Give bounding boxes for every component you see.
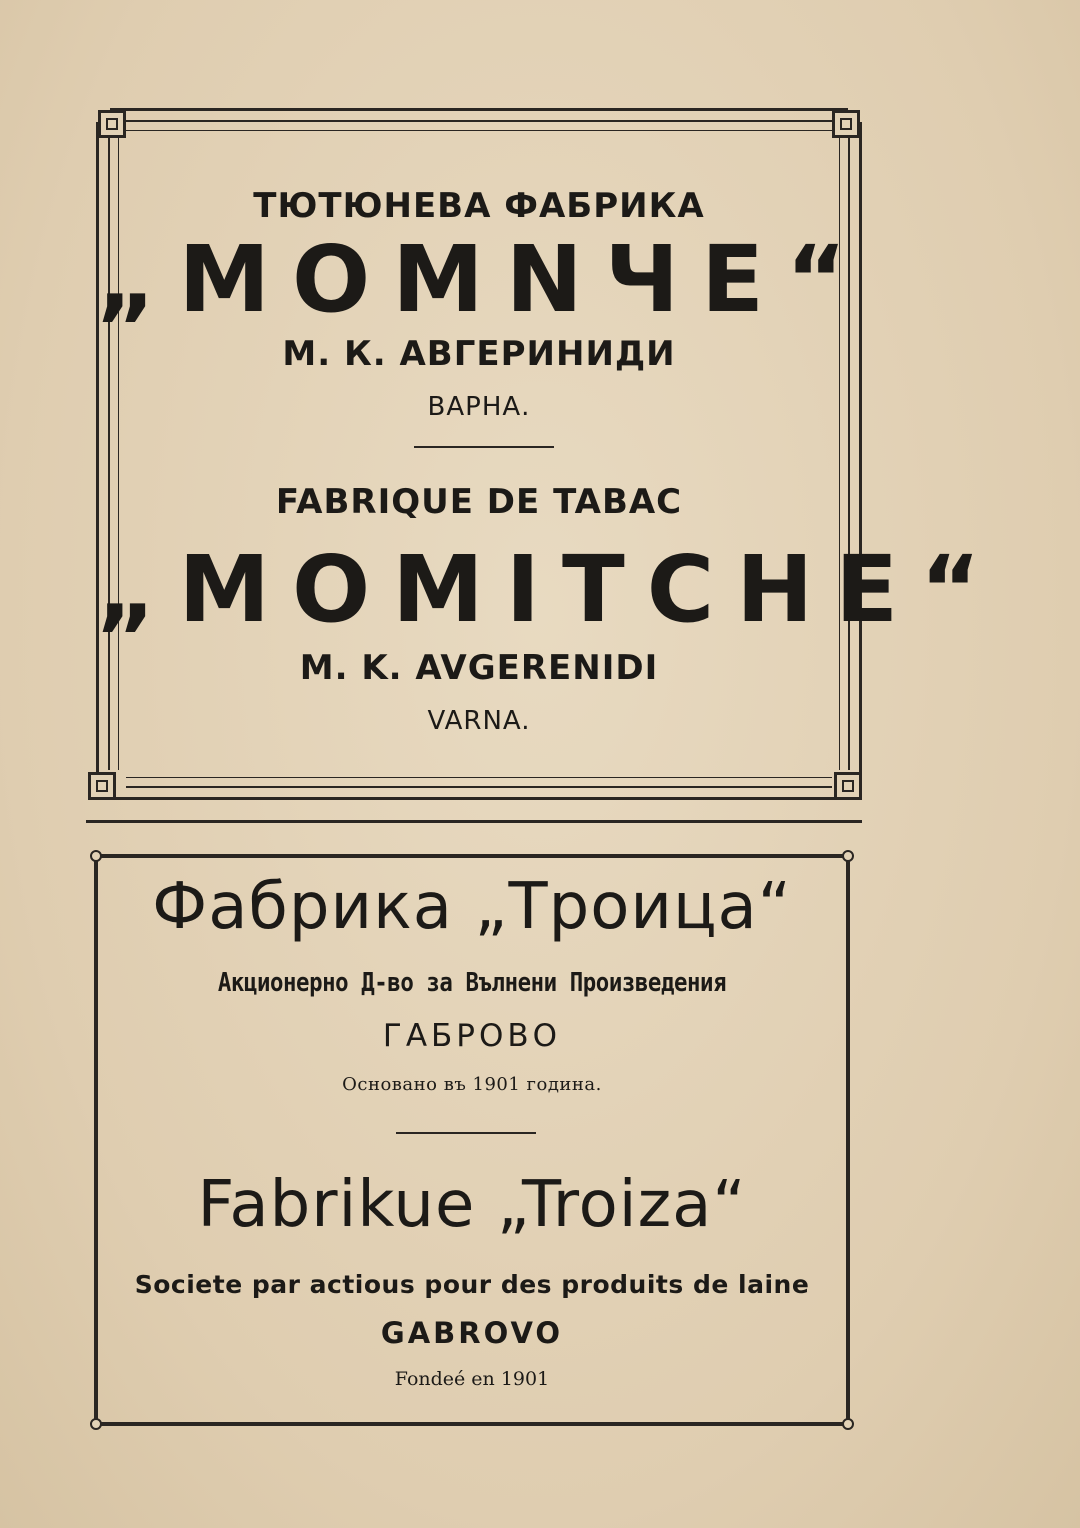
corner-ornament <box>834 772 862 800</box>
fr-owner: M. K. AVGERENIDI <box>299 648 659 688</box>
corner-rivet <box>842 850 854 862</box>
ad-troiza-frame <box>90 850 854 1430</box>
corner-rivet <box>90 1418 102 1430</box>
fr-city: VARNA. <box>427 706 531 736</box>
corner-ornament <box>832 110 860 138</box>
divider <box>414 446 554 448</box>
corner-ornament <box>98 110 126 138</box>
bg-founded: Основано въ 1901 година. <box>342 1074 602 1095</box>
fr-brand: „MOMITCHE“ <box>96 536 1003 643</box>
bg-brand: „МОМNЧЕ“ <box>96 226 869 333</box>
separator-rule <box>86 820 862 823</box>
fr-title: Fabrikue „Troiza“ <box>197 1168 747 1242</box>
bg-city: ГАБРОВО <box>382 1018 562 1054</box>
bg-company: Акционерно Д-во за Вълнени Произведения <box>217 968 727 998</box>
divider <box>396 1132 536 1134</box>
corner-rivet <box>90 850 102 862</box>
fr-heading: FABRIQUE DE TABAC <box>275 482 683 522</box>
bg-owner: М. К. АВГЕРИНИДИ <box>282 334 676 374</box>
corner-rivet <box>842 1418 854 1430</box>
ad-momiche-frame <box>96 108 1003 800</box>
bg-title: Фабрика „Троица“ <box>152 870 792 944</box>
bg-city: ВАРНА. <box>427 392 531 422</box>
bg-heading: ТЮТЮНЕВА ФАБРИКА <box>253 186 705 226</box>
fr-founded: Fondeé en 1901 <box>394 1368 550 1390</box>
fr-company: Societe par actious pour des produits de laine <box>134 1270 810 1299</box>
corner-ornament <box>88 772 116 800</box>
fr-city: GABROVO <box>380 1316 564 1350</box>
